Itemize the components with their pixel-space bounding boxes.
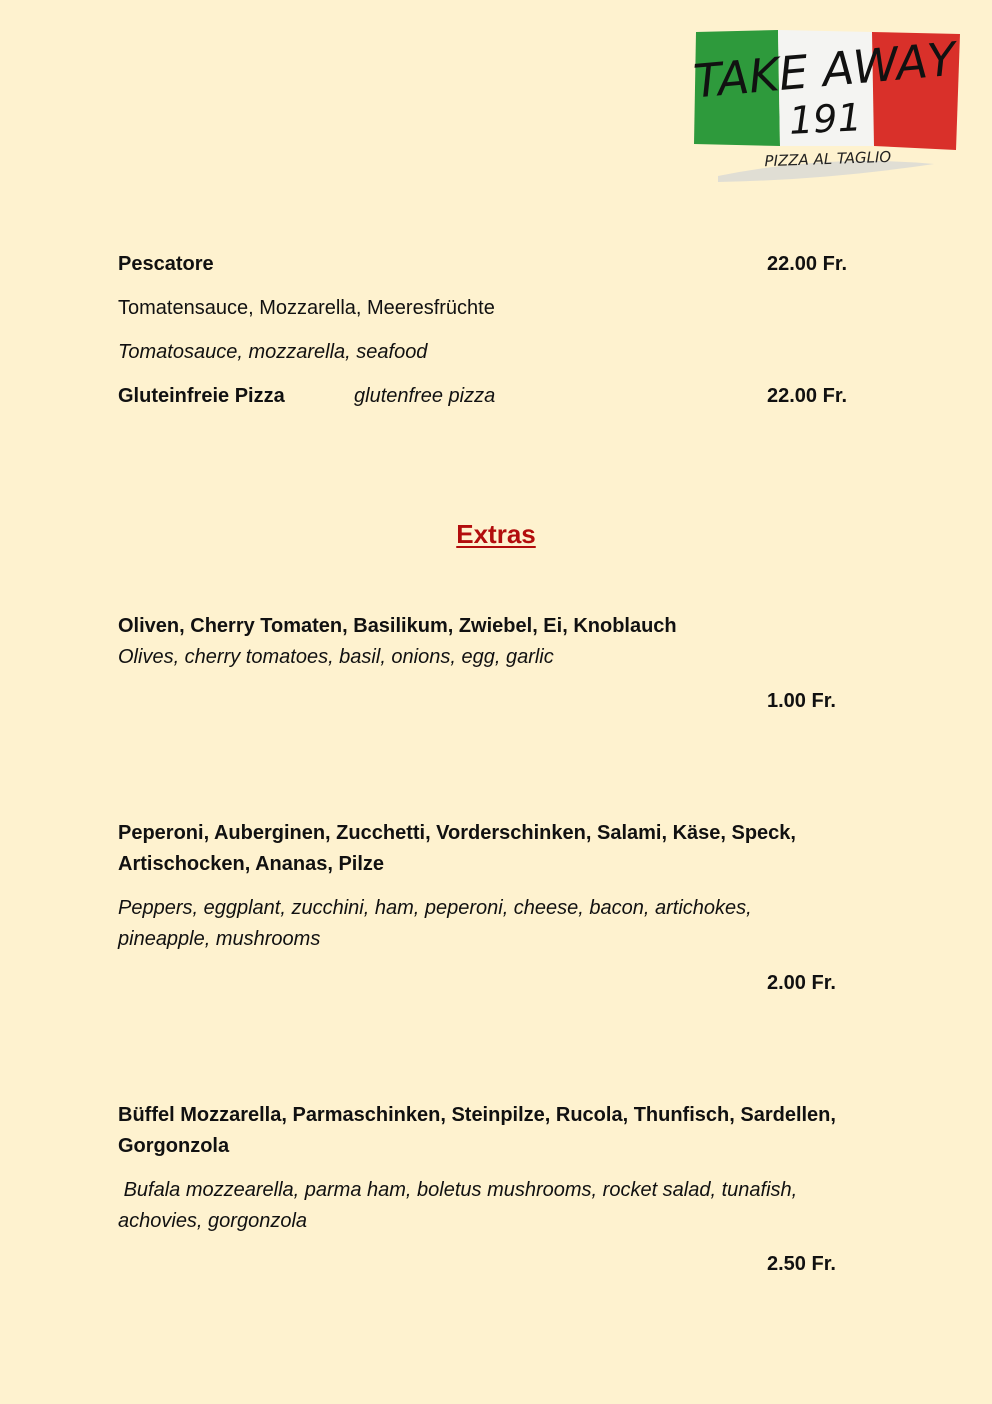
extras-price: 1.00 Fr.: [767, 690, 836, 712]
pizza-price: 22.00 Fr.: [767, 253, 848, 275]
logo-tagline: PIZZA AL TAGLIO: [764, 147, 892, 171]
pizza-name: Pescatore: [118, 253, 214, 275]
extras-price: 2.00 Fr.: [767, 972, 836, 994]
extras-items-en: Bufala mozzearella, parma ham, boletus mushrooms, rocket salad, tunafish, achovies, gorgonzola: [118, 1179, 803, 1232]
extras-items-en: Peppers, eggplant, zucchini, ham, peperoni, cheese, bacon, artichokes, pineapple, mushrooms: [118, 897, 752, 950]
extras-price: 2.50 Fr.: [767, 1253, 836, 1275]
extras-items-en: Olives, cherry tomatoes, basil, onions, egg, garlic: [118, 646, 554, 668]
logo-line1: TAKE AWAY: [691, 31, 958, 109]
extras-items-de: Büffel Mozzarella, Parmaschinken, Steinpilze, Rucola, Thunfisch, Sardellen, Gorgonzola: [118, 1104, 836, 1157]
brand-logo: [690, 28, 962, 188]
extras-items-de: Oliven, Cherry Tomaten, Basilikum, Zwiebel, Ei, Knoblauch: [118, 615, 677, 637]
logo-line2: 191: [787, 95, 863, 143]
extras-title: Extras: [456, 519, 536, 549]
extras-items-de: Peperoni, Auberginen, Zucchetti, Vorderschinken, Salami, Käse, Speck, Artischocken, Ananas, Pilze: [118, 822, 796, 875]
pizza-name: Gluteinfreie Pizza: [118, 385, 285, 407]
pizza-description-en: Tomatosauce, mozzarella, seafood: [118, 341, 428, 363]
pizza-note-en: glutenfree pizza: [354, 385, 496, 407]
pizza-price: 22.00 Fr.: [767, 385, 848, 407]
pizza-description-de: Tomatensauce, Mozzarella, Meeresfrüchte: [118, 297, 495, 319]
